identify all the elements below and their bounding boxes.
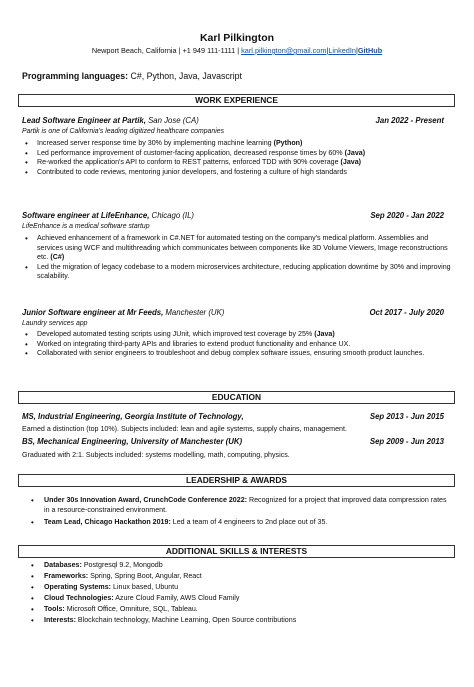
company-tagline: LifeEnhance is a medical software startup	[22, 223, 150, 230]
list-item: • Operating Systems: Linux based, Ubuntu	[28, 582, 454, 593]
list-item: • Re-worked the application's API to conform to REST patterns, enforced TDD with 90% coverage (Java)	[22, 158, 452, 168]
list-item: • Led performance improvement of customer-facing application, decreased response times by 60% (Java)	[22, 149, 452, 159]
list-item: • Achieved enhancement of a framework in C#.NET for automated testing on the company's medical platform. Assemblies and services using WCF and multithreading which communicates between components like 3D Volume Viewers, Image reconstructions etc. (C#)	[22, 234, 452, 263]
job-bullets	[22, 139, 452, 177]
section-work-experience: WORK EXPERIENCE	[18, 94, 455, 107]
job-dates: Sep 2020 - Jan 2022	[370, 211, 444, 220]
company-tagline: Laundry services app	[22, 320, 88, 327]
linkedin-link[interactable]: LinkedIn	[328, 46, 356, 55]
list-item: • Team Lead, Chicago Hackathon 2019: Led a team of 4 engineers to 2nd place out of 35.	[28, 518, 454, 528]
job-bullets	[22, 234, 452, 282]
list-item: • Worked on integrating third-party APIs and libraries to extend product functionality and enhance UX.	[22, 340, 452, 350]
job-title: Software engineer at LifeEnhance, Chicago (IL)	[22, 211, 195, 220]
degree-dates: Sep 2009 - Jun 2013	[369, 437, 444, 446]
list-item: • Databases: Postgresql 9.2, Mongodb	[28, 560, 454, 571]
list-item: • Frameworks: Spring, Spring Boot, Angular, React	[28, 571, 454, 582]
contact-line	[0, 46, 474, 55]
degree-dates: Sep 2013 - Jun 2015	[369, 412, 444, 421]
degree-title: MS, Industrial Engineering, Georgia Institute of Technology,	[22, 412, 244, 421]
list-item: • Contributed to code reviews, mentoring junior developers, and fostering a culture of high standards	[22, 168, 452, 178]
degree-note: Graduated with 2:1. Subjects included: systems modelling, math, computing, physics.	[22, 451, 290, 459]
degree-title: BS, Mechanical Engineering, University of Manchester (UK)	[22, 437, 243, 446]
degree-note: Earned a distinction (top 10%). Subjects included: lean and agile systems, supply chains, management.	[22, 425, 347, 433]
list-item: • Under 30s Innovation Award, CrunchCode Conference 2022: Recognized for a project that improved data compression rates in a resource-constrained environment.	[28, 496, 454, 515]
programming-value: C#, Python, Java, Javascript	[128, 71, 242, 81]
programming-label: Programming languages:	[22, 71, 129, 81]
section-leadership-awards: LEADERSHIP & AWARDS	[18, 474, 455, 487]
section-skills-interests: ADDITIONAL SKILLS & INTERESTS	[18, 545, 455, 558]
job-dates: Oct 2017 - July 2020	[369, 308, 444, 317]
candidate-name: Karl Pilkington	[199, 32, 275, 44]
list-item: • Led the migration of legacy codebase to a modern microservices architecture, reducing application downtime by 30% and improving scalability.	[22, 263, 452, 282]
github-link[interactable]: GitHub	[357, 46, 383, 55]
job-title: Lead Software Engineer at Partik, San Jose (CA)	[22, 116, 199, 125]
list-item: • Cloud Technologies: Azure Cloud Family, AWS Cloud Family	[28, 593, 454, 604]
section-education: EDUCATION	[18, 391, 455, 404]
job-bullets	[22, 330, 452, 359]
separator: |	[326, 46, 329, 55]
list-item: • Developed automated testing scripts using JUnit, which improved test coverage by 25% (Java)	[22, 330, 452, 340]
list-item: • Increased server response time by 30% by implementing machine learning (Python)	[22, 139, 452, 149]
email-link[interactable]: karl.pilkington@gmail.com	[241, 46, 327, 55]
company-tagline: Partik is one of California's leading digitized healthcare companies	[22, 128, 225, 135]
programming-languages	[22, 71, 242, 81]
location-phone: Newport Beach, California | +1 949 111-1111 |	[91, 46, 242, 55]
job-dates: Jan 2022 - Present	[375, 116, 444, 125]
job-title: Junior Software engineer at Mr Feeds, Manchester (UK)	[22, 308, 225, 317]
list-item: • Interests: Blockchain technology, Machine Learning, Open Source contributions	[28, 615, 454, 626]
list-item: • Tools: Microsoft Office, Omniture, SQL, Tableau.	[28, 604, 454, 615]
skills-list	[28, 560, 454, 626]
awards-list	[28, 496, 454, 528]
list-item: • Collaborated with senior engineers to troubleshoot and debug complex software issues, ensuring smooth product launches.	[22, 349, 452, 359]
separator: |	[355, 46, 358, 55]
